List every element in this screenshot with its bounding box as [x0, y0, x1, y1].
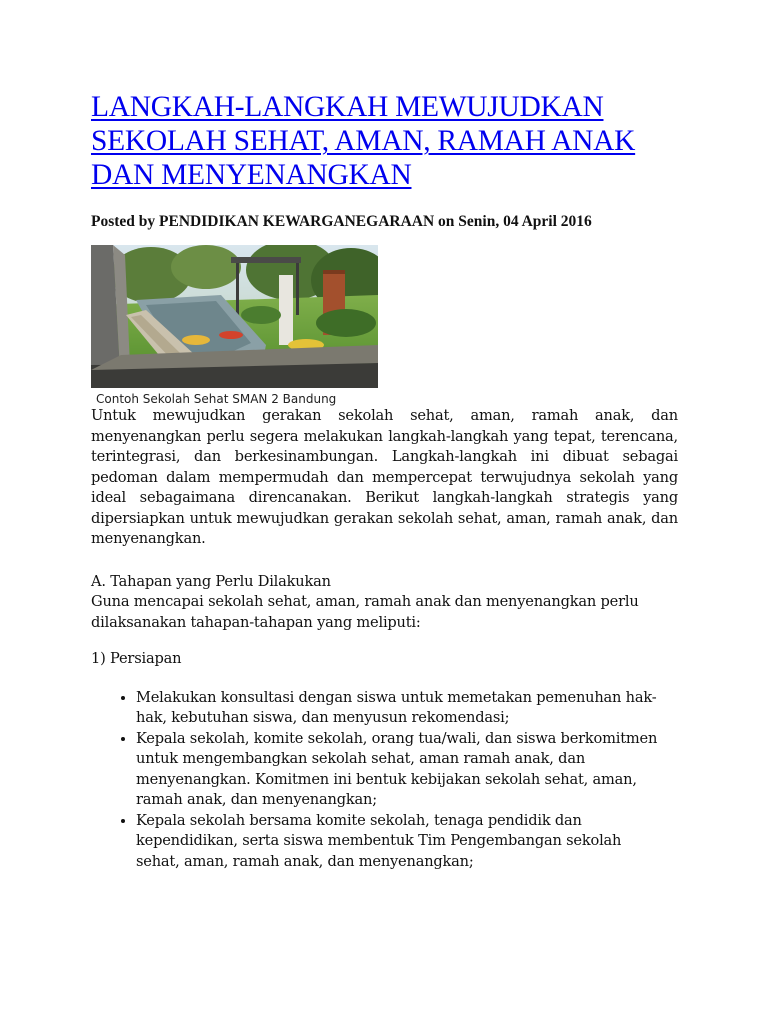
image-caption: Contoh Sekolah Sehat SMAN 2 Bandung: [96, 392, 337, 406]
school-garden-photo: [91, 245, 378, 388]
article-title-link[interactable]: LANGKAH-LANGKAH MEWUJUDKAN SEKOLAH SEHAT, AMAN, RAMAH ANAK DAN MENYENANGKAN: [91, 91, 636, 191]
figure: [91, 245, 378, 406]
list-item: • Kepala sekolah, komite sekolah, orang tua/wali, dan siswa berkomitmen untuk mengembangkan sekolah sehat, aman ramah anak, dan menyenangkan. Komitmen ini bentuk kebijakan sekolah sehat, aman, ramah anak, dan menyenangkan;: [136, 729, 666, 811]
step-1-heading: 1) Persiapan: [91, 650, 182, 667]
intro-paragraph: Untuk mewujudkan gerakan sekolah sehat, aman, ramah anak, dan menyenangkan perlu segera melakukan langkah-langkah yang tepat, terencana, terintegrasi, dan berkesinambungan. Langkah-langkah ini dibuat sebagai pedoman dalam mempermudah dan mempercepat terwujudnya sekolah yang ideal sebagaimana direncanakan. Berikut langkah-langkah strategis yang dipersiapkan untuk mewujudkan gerakan sekolah sehat, aman, ramah anak, dan menyenangkan.: [91, 407, 678, 547]
list-item: • Melakukan konsultasi dengan siswa untuk memetakan pemenuhan hak-hak, kebutuhan siswa, dan menyusun rekomendasi;: [136, 688, 666, 729]
list-item: • Kepala sekolah bersama komite sekolah, tenaga pendidik dan kependidikan, serta siswa membentuk Tim Pengembangan sekolah sehat, aman, ramah anak, dan menyenangkan;: [136, 811, 666, 873]
section-a-intro: Guna mencapai sekolah sehat, aman, ramah anak dan menyenangkan perlu dilaksanakan tahapan-tahapan yang meliputi:: [91, 593, 639, 631]
article: [91, 90, 678, 872]
posted-by-line: Posted by PENDIDIKAN KEWARGANEGARAAN on Senin, 04 April 2016: [91, 213, 592, 230]
section-a-heading: A. Tahapan yang Perlu Dilakukan: [91, 572, 331, 590]
preparation-bullet-list: [91, 688, 666, 873]
